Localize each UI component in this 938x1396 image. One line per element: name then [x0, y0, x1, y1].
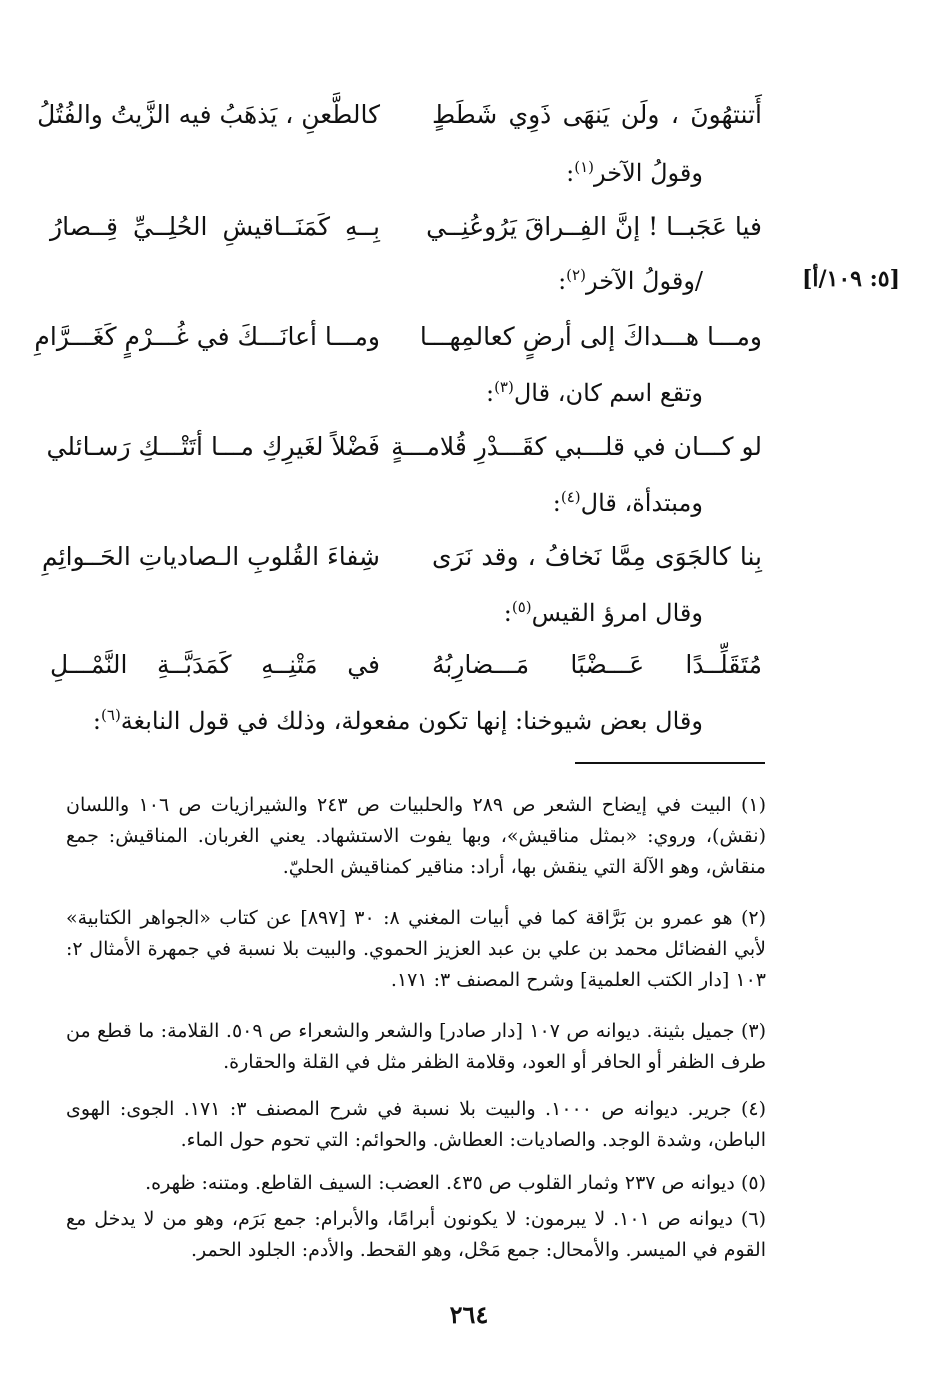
footnote-number: (٣): [740, 1020, 767, 1042]
prose-line: [93, 706, 703, 735]
footnote: [66, 1094, 766, 1156]
footnote-number: (٤): [740, 1098, 766, 1120]
prose-line: [558, 266, 703, 295]
verse-second-hemistich: كالطَّعنِ ، يَذهَبُ فيه الزَّيتُ والفُتُلُ: [37, 100, 380, 129]
prose-colon: :: [558, 267, 567, 295]
verse-first-hemistich: بِنا كالجَوَى مِمَّا نَخافُ ، وقد نَرَى: [432, 542, 762, 571]
verse-line: [50, 212, 762, 256]
prose-text: وقولُ الآخر: [594, 159, 703, 187]
marginal-folio-reference: [٥: ١٠٩/أ]: [801, 266, 900, 292]
verse-line: [46, 432, 762, 476]
prose-colon: :: [503, 599, 512, 627]
prose-line: [504, 598, 703, 627]
footnote: [66, 1016, 766, 1078]
footnote-ref: (٤): [560, 488, 581, 506]
footnote-number: (٦): [740, 1208, 766, 1230]
footnote-text: جرير. ديوانه ص ١٠٠٠. والبيت بلا نسبة في شرح المصنف ٣: ١٧١. الجوى: الهوى الباطن، وشدة الوجد. والصاديات: العطاش. والحوائم: التي تحوم حول الماء.: [66, 1098, 766, 1151]
verse-second-hemistich: شِفاءَ القُلوبِ الـصادياتِ الحَــوائِمِ: [42, 542, 380, 571]
prose-line: [566, 158, 703, 187]
prose-colon: :: [485, 379, 495, 407]
verse-second-hemistich: بِــهِ كَمَنَــاقيشِ الحُلِــيِّ قِــصارُ: [50, 212, 380, 241]
footnote-number: (١): [740, 794, 767, 816]
footnote-ref: (٦): [101, 706, 121, 724]
footnote: [66, 790, 766, 883]
prose-line: [553, 488, 703, 517]
prose-colon: :: [566, 159, 575, 187]
footnote-text: ديوانه ص ٢٣٧ وثمار القلوب ص ٤٣٥. العضب: السيف القاطع. ومتنه: ظهره.: [145, 1172, 735, 1194]
prose-colon: :: [92, 707, 102, 735]
verse-line: [42, 542, 762, 586]
prose-text: ومبتدأة، قال: [580, 489, 703, 517]
verse-second-hemistich: في مَتْنِــهِ كَمَدَبَّــةِ النَّمْـــلِ: [50, 650, 380, 679]
prose-text: وقال بعض شيوخنا: إنها تكون مفعولة، وذلك في قول النابغة: [120, 707, 703, 735]
prose-line: [486, 378, 703, 407]
verse-first-hemistich: أَتنتهُونَ ، ولَن يَنهَى ذَوِي شَطَطٍ: [432, 100, 762, 129]
verse-first-hemistich: ومـــا هـــداكَ إلى أرضٍ كعالمِهـــا: [419, 322, 762, 351]
footnote: [66, 903, 766, 996]
page-number: ٢٦٤: [449, 1300, 489, 1329]
prose-colon: :: [552, 489, 561, 517]
verse-line: [34, 322, 762, 366]
footnote-text: البيت في إيضاح الشعر ص ٢٨٩ والحلبيات ص ٢٤٣ والشيرازيات ص ١٠٦ واللسان (نقش)، وروي: «بمثل مناقيش»، وبها يفوت الاستشهاد. يعني الغربان. المناقيش: جمع منقاش، وهو الآلة التي ينقش بها، أراد: مناقير كمناقيش الحليّ.: [66, 794, 766, 878]
footnote-ref: (٣): [494, 378, 514, 396]
footnote: [66, 1204, 766, 1266]
footnote-number: (٥): [740, 1172, 766, 1194]
footnote-ref: (١): [574, 158, 595, 176]
prose-text: /وقولُ الآخر: [585, 267, 703, 295]
verse-second-hemistich: فَضْلاً لغَيرِكِ مـــا أتَتْـــكِ رَسـائلي: [46, 432, 380, 461]
verse-line: [37, 100, 762, 144]
footnote-text: ديوانه ص ١٠١. لا يبرمون: لا يكونون أبرامًا، والأبرام: جمع بَرَم، وهو من لا يدخل مع القوم في الميسر. والأمحال: جمع مَحْل، وهو القحط. والأدم: الجلود الحمر.: [66, 1208, 766, 1261]
verse-first-hemistich: لو كـــان في قلـــبي كقَـــدْرِ قُلامـــةٍ: [391, 432, 762, 461]
verse-first-hemistich: فيا عَجَبــا ! إنَّ الفِــراقَ يَرُوعُنِــي: [426, 212, 762, 241]
footnote-text: هو عمرو بن بَرَّاقة كما في أبيات المغني ٨: ٣٠ [٨٩٧] عن كتاب «الجواهر الكتابية» لأبي الفضائل محمد بن علي بن عبد العزيز الحموي. والبيت بلا نسبة في جمهرة الأمثال ٢: ١٠٣ [دار الكتب العلمية] وشرح المصنف ٣: ١٧١.: [66, 907, 766, 991]
footnote-number: (٢): [740, 907, 766, 929]
verse-second-hemistich: ومـــا أعانَـــكَ في غُـــرْمٍ كَغَـــرَّامِ: [34, 322, 380, 351]
prose-text: وتقع اسم كان، قال: [513, 379, 703, 407]
footnote-ref: (٢): [566, 266, 586, 284]
footnote: [66, 1168, 766, 1199]
verse-line: [50, 650, 762, 694]
prose-text: وقال امرؤ القيس: [531, 599, 703, 627]
footnote-ref: (٥): [511, 598, 532, 616]
footnote-separator: [575, 762, 765, 764]
verse-first-hemistich: مُتَقَلِّــدًا عَـــضْبًا مَـــضارِبُهُ: [432, 650, 762, 679]
footnote-text: جميل بثينة. ديوانه ص ١٠٧ [دار صادر] والشعر والشعراء ص ٥٠٩. القلامة: ما قطع من طرف الظفر أو الحافر أو العود، وقلامة الظفر مثل في القلة والحقارة.: [66, 1020, 766, 1073]
